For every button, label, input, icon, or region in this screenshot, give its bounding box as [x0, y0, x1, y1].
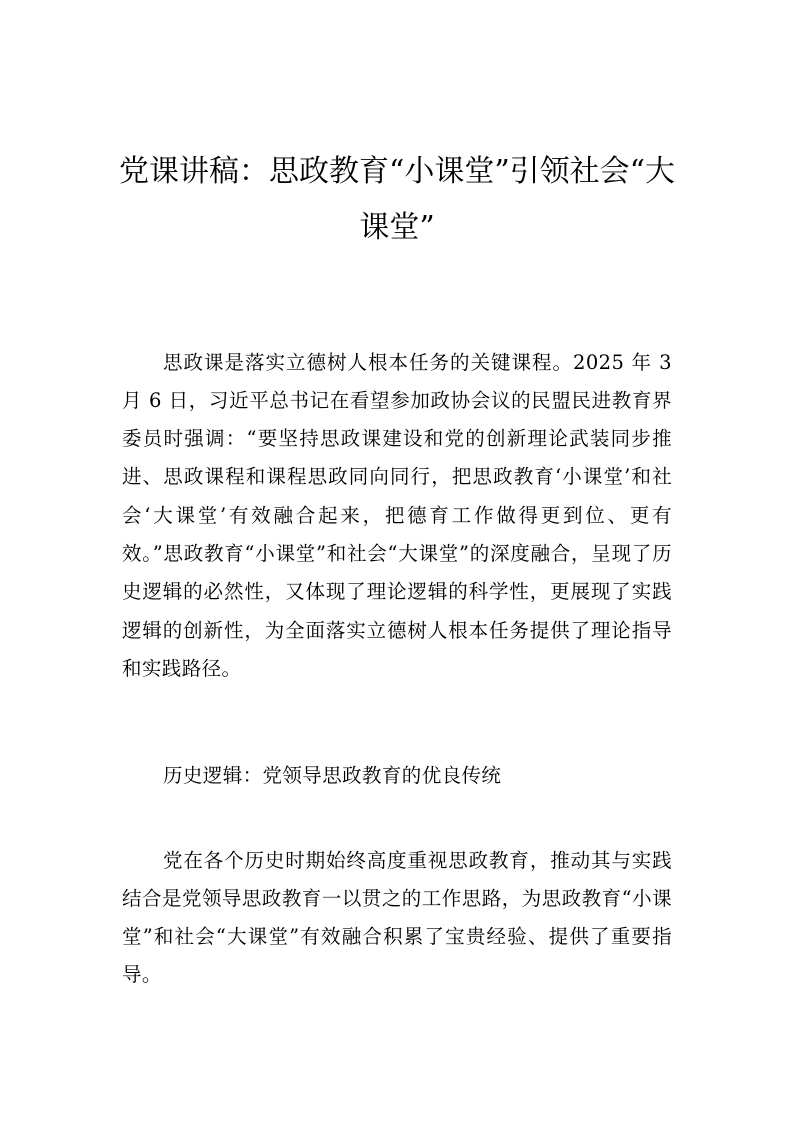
- paragraph-intro: 思政课是落实立德树人根本任务的关键课程。2025 年 3 月 6 日，习近平总书记在看望参加政协会议的民盟民进教育界委员时强调：“要坚持思政课建设和党的创新理论武装同步推进、思政课程和课程思政同向同行，把思政教育‘小课堂’和社会‘大课堂’有效融合起来，把德育工作做得更到位、更有效。”思政教育“小课堂”和社会“大课堂”的深度融合，呈现了历史逻辑的必然性，又体现了理论逻辑的科学性，更展现了实践逻辑的创新性，为全面落实立德树人根本任务提供了理论指导和实践路径。: [122, 350, 672, 680]
- paragraph-historical-logic: 党在各个历史时期始终高度重视思政教育，推动其与实践结合是党领导思政教育一以贯之的工作思路，为思政教育“小课堂”和社会“大课堂”有效融合积累了宝贵经验、提供了重要指导。: [122, 848, 672, 987]
- section-heading-historical-logic: 历史逻辑：党领导思政教育的优良传统: [163, 763, 502, 787]
- title-line-1: 党课讲稿：思政教育“小课堂”引领社会“大: [118, 154, 675, 190]
- title-line-2: 课堂”: [359, 210, 435, 246]
- document-title: [112, 144, 682, 256]
